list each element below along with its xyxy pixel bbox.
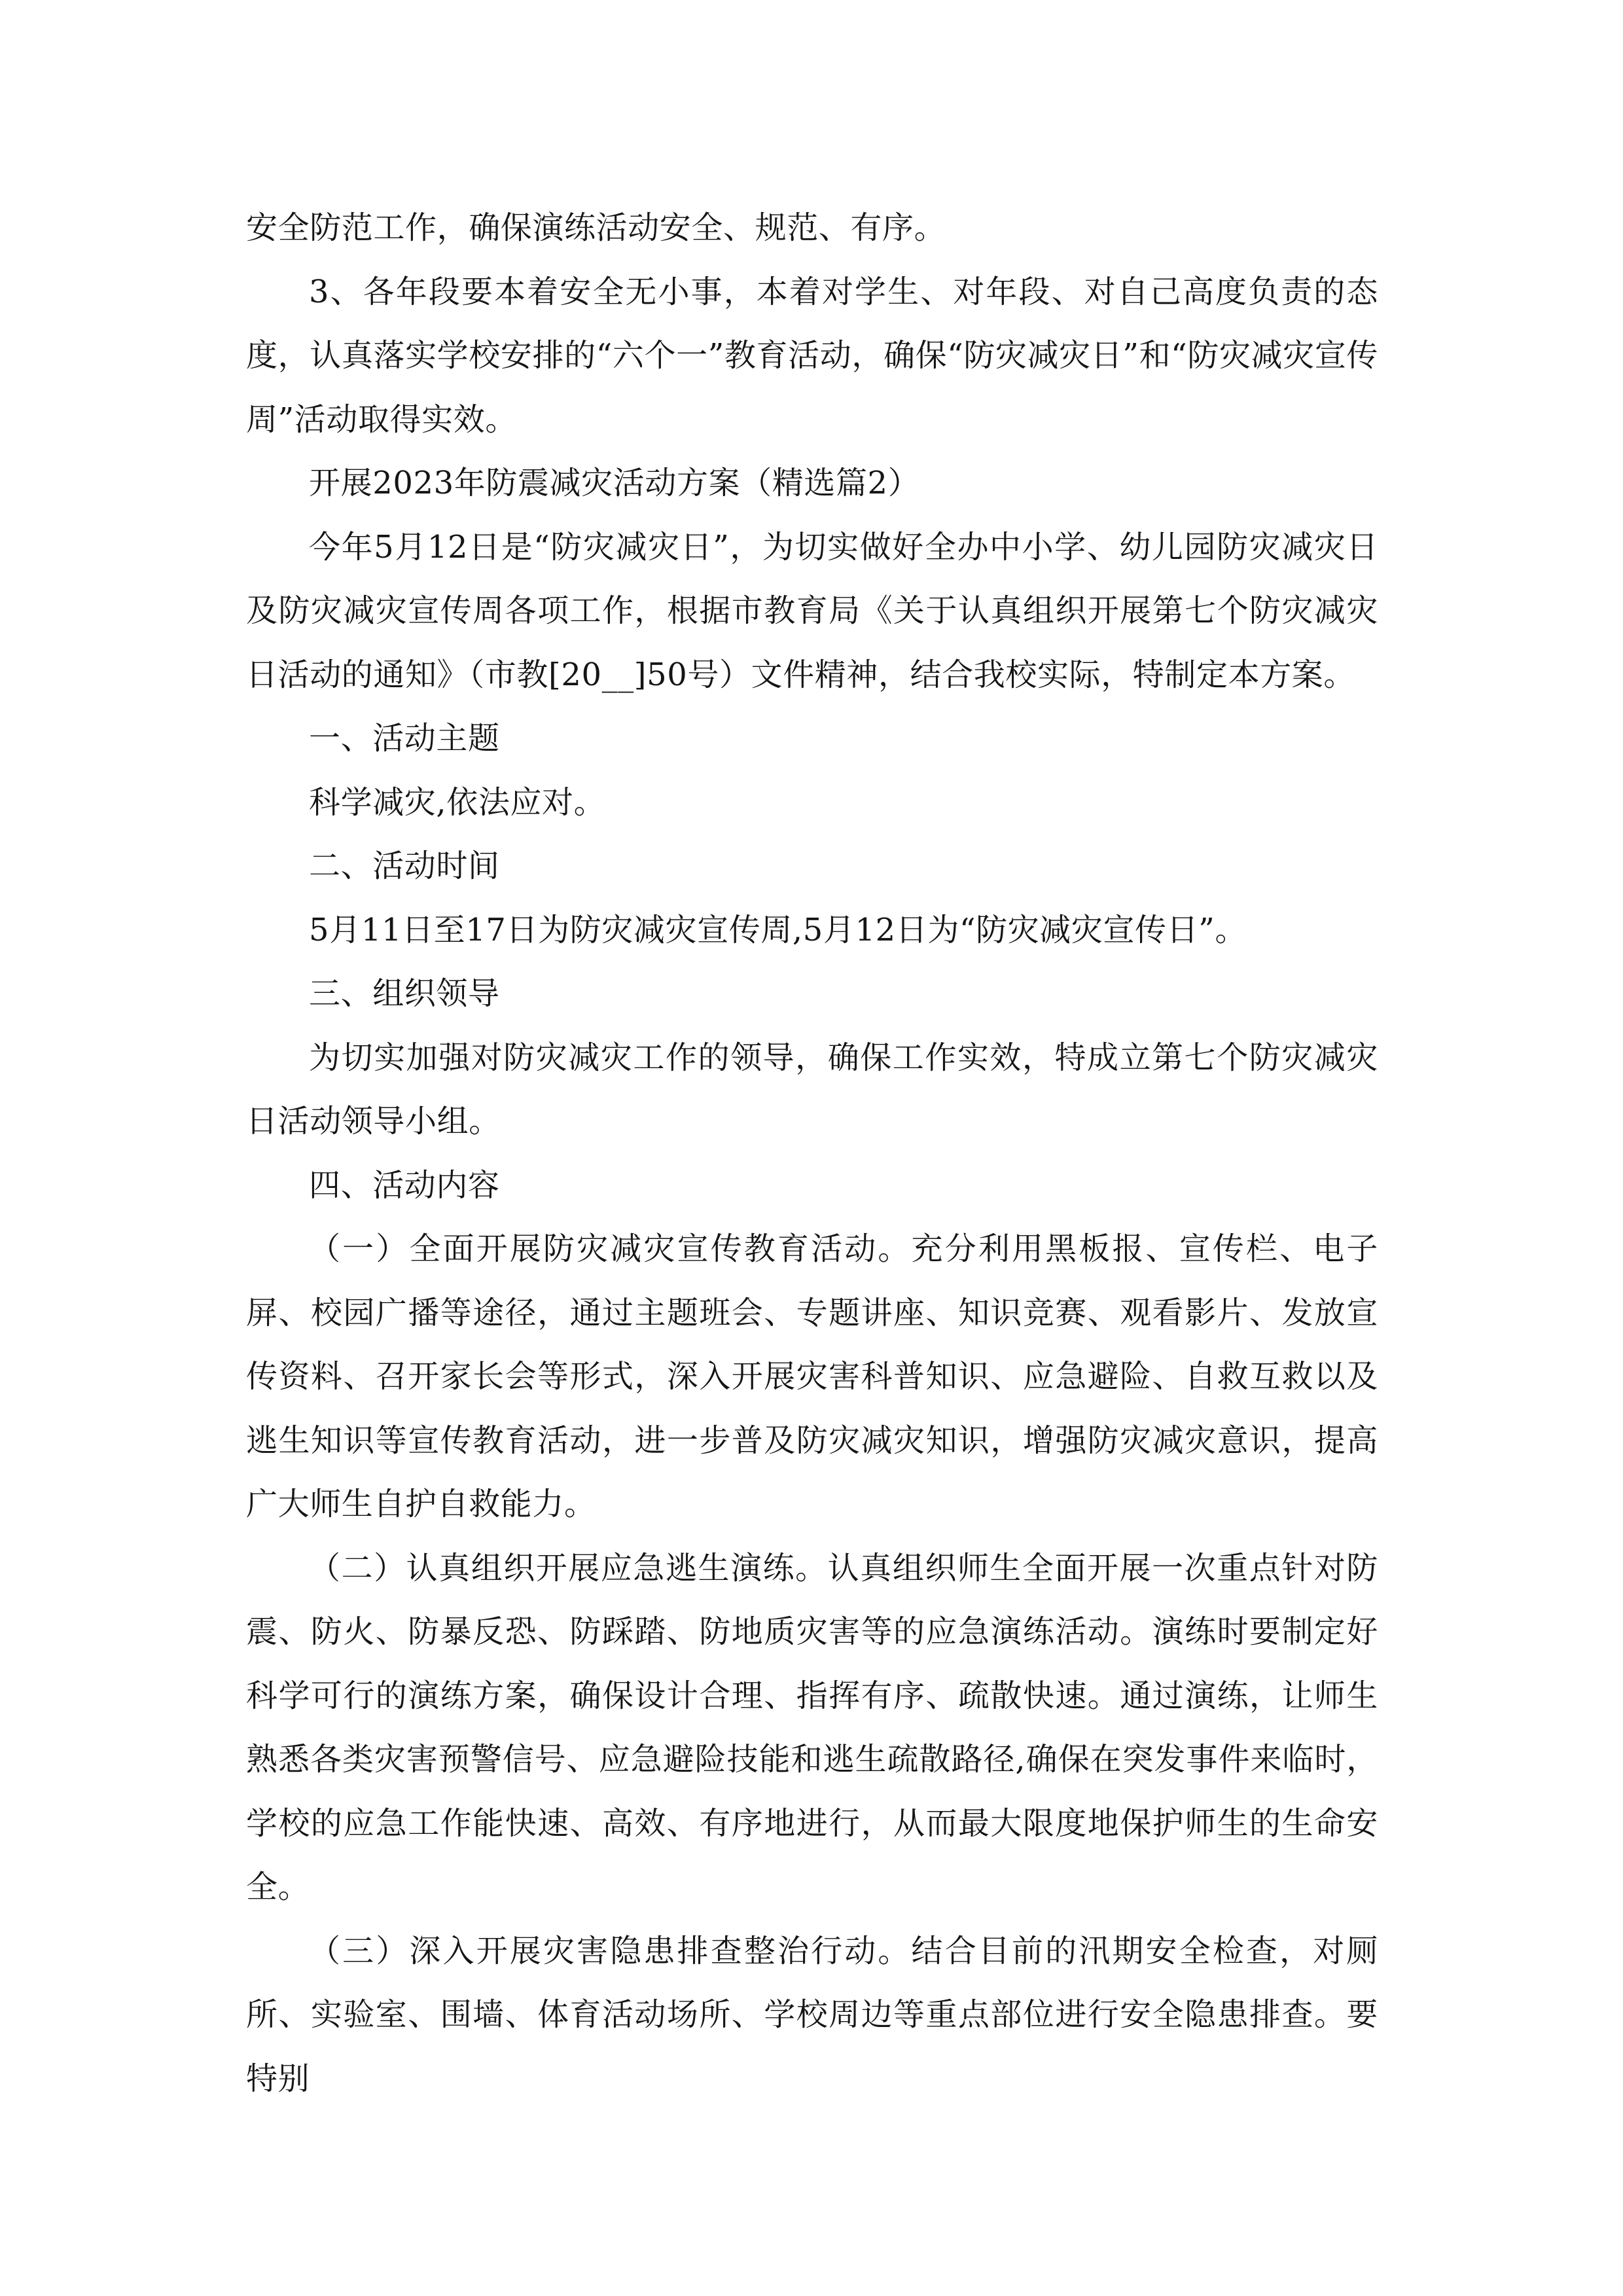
paragraph-content-3: （三）深入开展灾害隐患排查整治行动。结合目前的汛期安全检查，对厕所、实验室、围墙、体育活动场所、学校周边等重点部位进行安全隐患排查。要特别	[246, 1932, 1378, 2097]
heading-organization: 三、组织领导	[309, 975, 500, 1012]
paragraph-content-2: （二）认真组织开展应急逃生演练。认真组织师生全面开展一次重点针对防震、防火、防暴反恐、防踩踏、防地质灾害等的应急演练活动。演练时要制定好科学可行的演练方案，确保设计合理、指挥有序、疏散快速。通过演练，让师生熟悉各类灾害预警信号、应急避险技能和逃生疏散路径,确保在突发事件来临时，学校的应急工作能快速、高效、有序地进行，从而最大限度地保护师生的生命安全。	[246, 1549, 1378, 1905]
document-body	[246, 196, 1378, 2111]
paragraph-content-1: （一）全面开展防灾减灾宣传教育活动。充分利用黑板报、宣传栏、电子屏、校园广播等途径，通过主题班会、专题讲座、知识竞赛、观看影片、发放宣传资料、召开家长会等形式，深入开展灾害科普知识、应急避险、自救互救以及逃生知识等宣传教育活动，进一步普及防灾减灾知识，增强防灾减灾意识，提高广大师生自护自救能力。	[246, 1230, 1378, 1522]
paragraph-intro: 今年5月12日是“防灾减灾日”，为切实做好全办中小学、幼儿园防灾减灾日及防灾减灾宣传周各项工作，根据市教育局《关于认真组织开展第七个防灾减灾日活动的通知》（市教[20__]50号）文件精神，结合我校实际，特制定本方案。	[246, 528, 1378, 693]
paragraph-activity-theme: 科学减灾,依法应对。	[309, 783, 606, 821]
paragraph-continuation: 安全防范工作，确保演练活动安全、规范、有序。	[246, 209, 946, 246]
paragraph-item-3: 3、各年段要本着安全无小事，本着对学生、对年段、对自己高度负责的态度，认真落实学校安排的“六个一”教育活动，确保“防灾减灾日”和“防灾减灾宣传周”活动取得实效。	[246, 273, 1378, 438]
heading-activity-time: 二、活动时间	[309, 848, 500, 884]
paragraph-activity-time: 5月11日至17日为防灾减灾宣传周,5月12日为“防灾减灾宣传日”。	[309, 911, 1247, 948]
section-title: 开展2023年防震减灾活动方案（精选篇2）	[309, 465, 920, 501]
paragraph-organization: 为切实加强对防灾减灾工作的领导，确保工作实效，特成立第七个防灾减灾日活动领导小组。	[246, 1039, 1378, 1139]
heading-activity-content: 四、活动内容	[309, 1166, 500, 1204]
heading-activity-theme: 一、活动主题	[309, 720, 500, 757]
